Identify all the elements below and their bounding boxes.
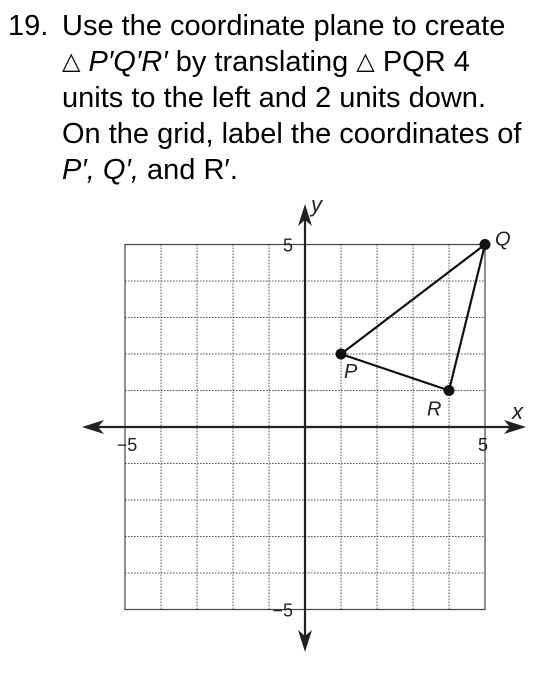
statement-text: P′, Q′, (62, 154, 139, 186)
vertex-point-q (480, 239, 491, 250)
statement-text: P′Q′R′ (80, 46, 168, 78)
statement-text: by translating (167, 46, 357, 78)
tick-label-x-pos: 5 (477, 435, 489, 455)
vertex-point-r (444, 385, 455, 396)
problem-number: 19. (8, 10, 49, 42)
vertex-point-p (336, 349, 347, 360)
triangle-symbol: △ (62, 48, 81, 75)
vertex-label-r: R (427, 398, 442, 421)
tick-label-y-neg: −5 (272, 600, 293, 621)
tick-label-y-pos: 5 (282, 235, 293, 256)
graph-labels (117, 192, 524, 621)
vertex-label-p: P (344, 361, 358, 383)
vertex-label-q: Q (495, 228, 511, 251)
statement-text: units to the left and 2 units down. (62, 82, 486, 114)
x-axis-label: x (512, 399, 523, 424)
triangle-symbol: △ (356, 48, 375, 75)
axes (82, 204, 526, 652)
y-axis-label: y (311, 192, 322, 217)
statement-text: and R′. (138, 154, 238, 186)
statement-text: PQR 4 (374, 46, 470, 78)
tick-label-x-neg: −5 (116, 435, 138, 455)
statement-text: Use the coordinate plane to create (62, 10, 506, 42)
statement-text: On the grid, label the coordinates of (62, 118, 522, 150)
